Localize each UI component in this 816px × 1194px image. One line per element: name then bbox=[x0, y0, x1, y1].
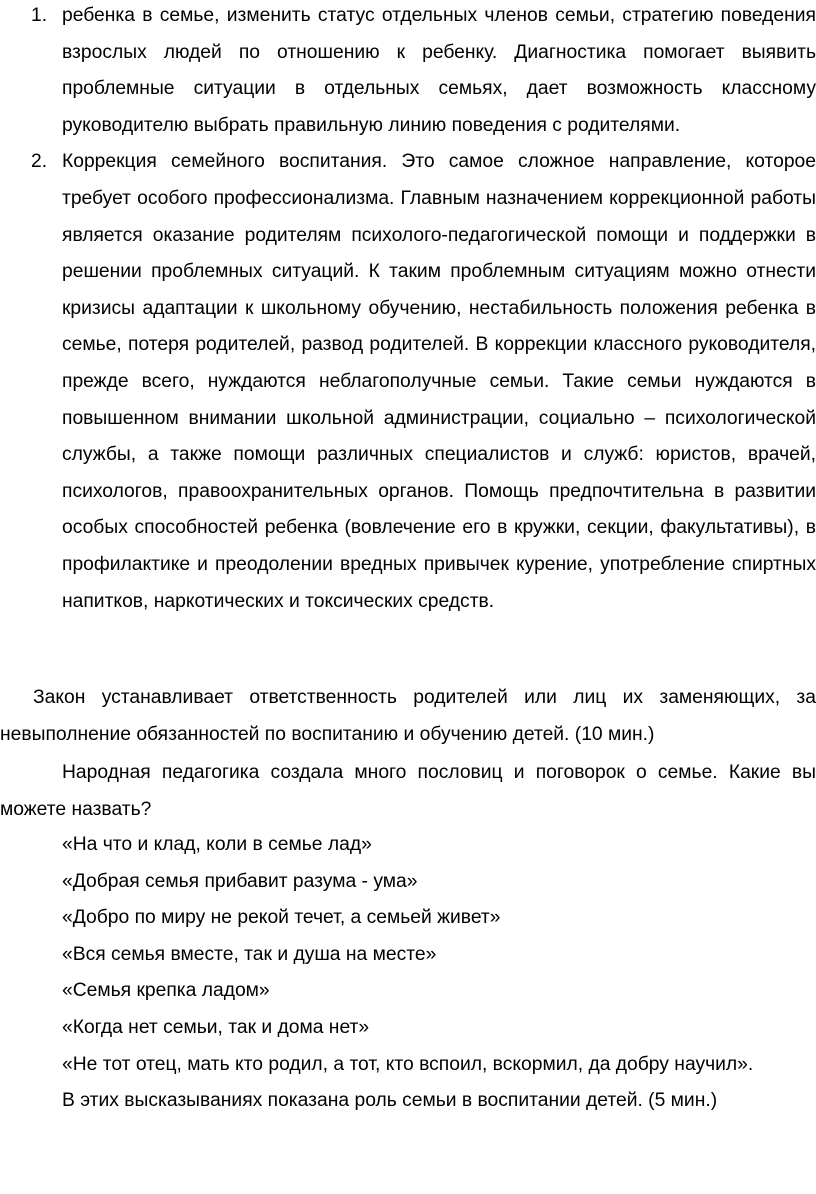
list-item-text: ребенка в семье, изменить статус отдельных членов семьи, стратегию поведения взрослых людей по отношению к ребенку. Диагностика помогает выявить проблемные ситуации в отдельных семьях, дает возможность классному руководителю выбрать правильную линию поведения с родителями. bbox=[62, 5, 816, 136]
proverb-line: «Добро по миру не рекой течет, а семьей живет» bbox=[62, 907, 501, 929]
proverb-line: «Не тот отец, мать кто родил, а тот, кто вспоил, вскормил, да добру научил». bbox=[62, 1053, 754, 1075]
list-item-text: Коррекция семейного воспитания. Это самое сложное направление, которое требует особого профессионализма. Главным назначением коррекционной работы является оказание родителям психолого-педагогической помощи и поддержки в решении проблемных ситуаций. К таким проблемным ситуациям можно отнести кризисы адаптации к школьному обучению, нестабильность положения ребенка в семье, потеря родителей, развод родителей. В коррекции классного руководителя, прежде всего, нуждаются неблагополучные семьи. Такие семьи нуждаются в повышенном внимании школьной администрации, социально – психологической службы, а также помощи различных специалистов и служб: юристов, врачей, психологов, правоохранительных органов. Помощь предпочтительна в развитии особых способностей ребенка (вовлечение его в кружки, секции, факультативы), в профилактике и преодолении вредных привычек курение, употребление спиртных напитков, наркотических и токсических средств. bbox=[62, 151, 816, 612]
folk-pedagogy-paragraph: Народная педагогика создала много пословиц и поговорок о семье. Какие вы можете назвать? bbox=[0, 762, 816, 820]
list-item bbox=[0, 144, 816, 620]
proverb-line: «На что и клад, коли в семье лад» bbox=[62, 834, 372, 855]
list-item-number: 1. bbox=[31, 5, 48, 26]
list-item bbox=[0, 0, 816, 144]
proverb-list bbox=[62, 827, 816, 1120]
conclusion-line: В этих высказываниях показана роль семьи в воспитании детей. (5 мин.) bbox=[62, 1090, 718, 1112]
law-paragraph: Закон устанавливает ответственность родителей или лиц их заменяющих, за невыполнение обязанностей по воспитанию и обучению детей. (10 мин.) bbox=[0, 687, 816, 745]
proverb-line: «Вся семья вместе, так и душа на месте» bbox=[62, 943, 437, 965]
proverb-line: «Когда нет семьи, так и дома нет» bbox=[62, 1016, 370, 1038]
proverb-line: «Семья крепка ладом» bbox=[62, 980, 270, 1002]
proverb-line: «Добрая семья прибавит разума - ума» bbox=[62, 870, 418, 892]
list-item-number: 2. bbox=[31, 151, 48, 173]
